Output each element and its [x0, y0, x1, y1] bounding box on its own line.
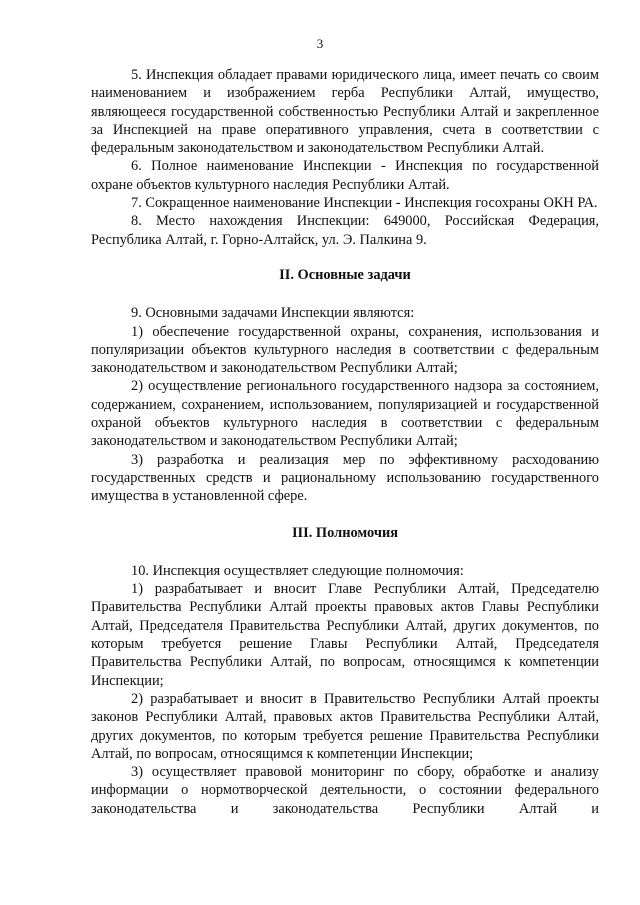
paragraph-10-item-1: 1) разрабатывает и вносит Главе Республики Алтай, Председателю Правительства Республики Алтай проекты правовых актов Главы Республики Алтай, Председателя Правительства Республики Алтай, других документов, по которым требуется решение Главы Республики Алтай, Председателя Правительства Республики Алтай, по вопросам, относящимся к компетенции Инспекции;: [91, 581, 599, 689]
paragraph-5: 5. Инспекция обладает правами юридического лица, имеет печать со своим наименованием и изображением герба Республики Алтай, имущество, являющееся государственной собственностью Республики Алтай и закрепленное за Инспекцией на праве оперативного управления, счета в соответствии с федеральным законодательством и законодательством Республики Алтай.: [91, 67, 599, 157]
section-heading-powers: III. Полномочия: [291, 524, 399, 541]
paragraph-10-item-2: 2) разрабатывает и вносит в Правительство Республики Алтай проекты законов Республики Алтай, правовых актов Правительства Республики Алтай, других документов, по которым требуется решение Правительства Республики Алтай, по вопросам, относящимся к компетенции Инспекции;: [91, 690, 599, 762]
paragraph-9-item-3: 3) разработка и реализация мер по эффективному расходованию государственных средств и рациональному использованию государственного имущества в установленной сфере.: [91, 451, 599, 505]
page-number: 3: [316, 36, 324, 51]
paragraph-9: 9. Основными задачами Инспекции являются:: [131, 305, 415, 322]
paragraph-10: 10. Инспекция осуществляет следующие полномочия:: [131, 562, 464, 579]
document-body: [91, 66, 599, 818]
paragraph-8: 8. Место нахождения Инспекции: 649000, Российская Федерация, Республика Алтай, г. Горно-Алтайск, ул. Э. Палкина 9.: [91, 213, 599, 248]
section-heading-tasks: II. Основные задачи: [279, 266, 411, 283]
paragraph-9-item-2: 2) осуществление регионального государственного надзора за состоянием, содержанием, сохранением, использованием, популяризацией и государственной охраной объектов культурного наследия в соответствии с федеральным законодательством и законодательством Республики Алтай;: [91, 378, 599, 450]
paragraph-6: 6. Полное наименование Инспекции - Инспекция по государственной охране объектов культурного наследия Республики Алтай.: [91, 158, 599, 193]
paragraph-9-item-1: 1) обеспечение государственной охраны, сохранения, использования и популяризации объектов культурного наследия в соответствии с федеральным законодательством и законодательством Республики Алтай;: [91, 323, 599, 377]
paragraph-10-item-3: 3) осуществляет правовой мониторинг по сбору, обработке и анализу информации о нормотворческой деятельности, о состоянии федерального законодательства и законодательства Республики Алтай и: [91, 764, 599, 817]
paragraph-7: 7. Сокращенное наименование Инспекции - Инспекция госохраны ОКН РА.: [131, 195, 598, 212]
